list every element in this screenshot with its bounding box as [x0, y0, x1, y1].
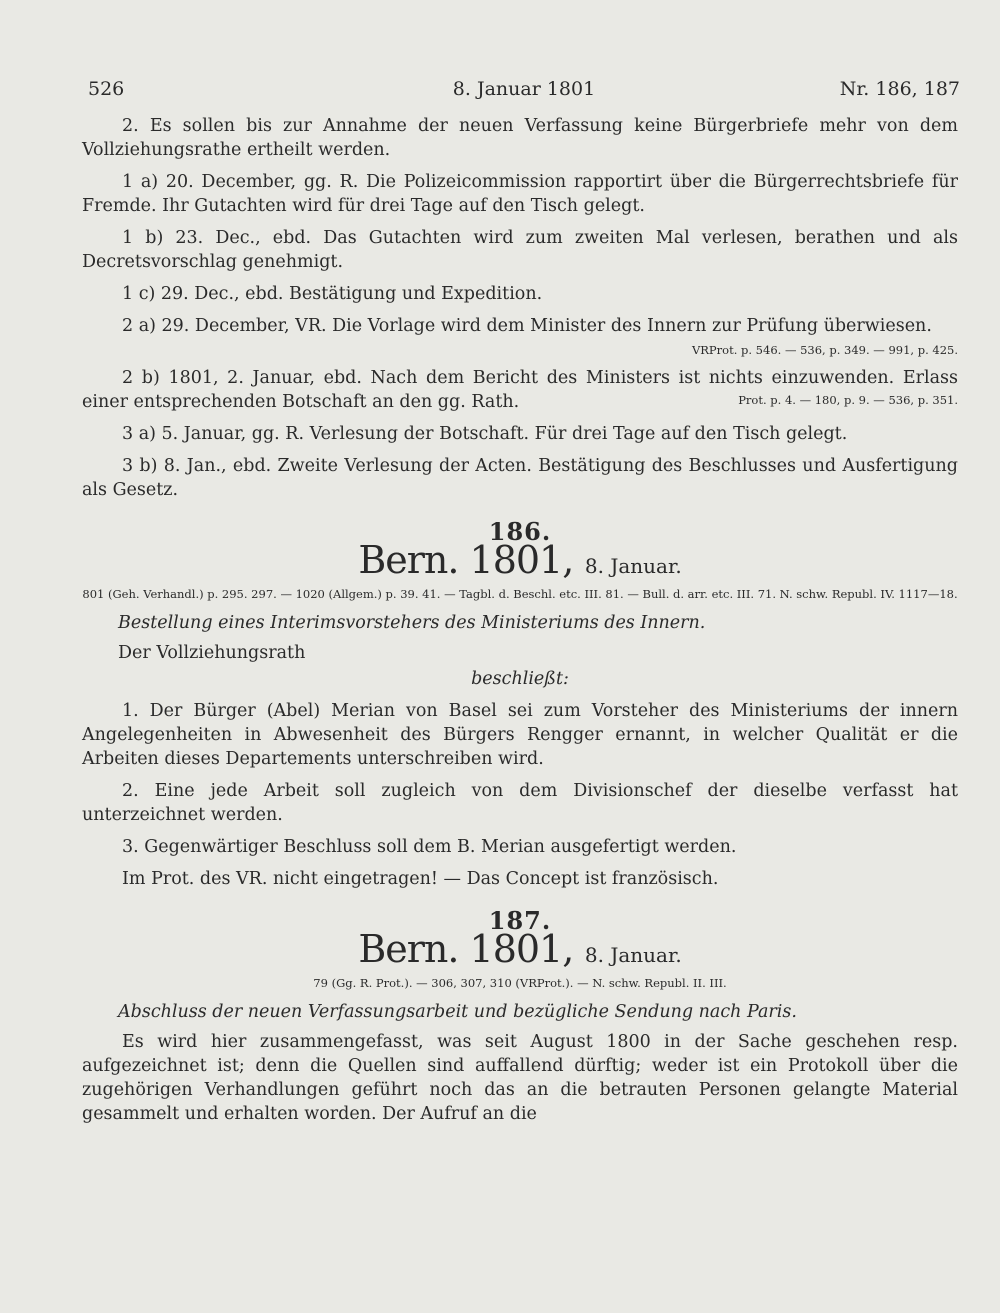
citation-1: VRProt. p. 546. — 536, p. 349. — 991, p. 425. [691, 343, 958, 357]
document-number-186: 186. [488, 517, 552, 546]
doc186-subject: Bestellung eines Interimsvorstehers des Ministeriums des Innern. [118, 613, 706, 633]
intro-paragraph-5: 2 a) 29. December, VR. Die Vorlage wird dem Minister des Innern zur Prüfung überwiesen. [122, 316, 932, 336]
doc187-heading [82, 927, 958, 971]
doc187-place-year: Bern. 1801, [358, 927, 574, 971]
doc186-heading [82, 538, 958, 582]
document-number-187: 187. [488, 906, 552, 935]
intro-paragraph-8: 3 b) 8. Jan., ebd. Zweite Verlesung der Acten. Bestätigung des Beschlusses und Ausfertigung als Gesetz. [82, 456, 958, 500]
doc186-note: Im Prot. des VR. nicht eingetragen! — Das Concept ist französisch. [122, 869, 719, 889]
intro-paragraph-2: 1 a) 20. December, gg. R. Die Polizeicommission rapportirt über die Bürgerrechtsbriefe für Fremde. Ihr Gutachten wird für drei Tage auf den Tisch gelegt. [82, 172, 958, 216]
page-number: 526 [88, 78, 125, 100]
page-body [82, 114, 958, 1134]
intro-paragraph-4: 1 c) 29. Dec., ebd. Bestätigung und Expedition. [122, 284, 543, 304]
doc186-actor: Der Vollziehungsrath [118, 643, 306, 663]
intro-paragraph-6-text: 2 b) 1801, 2. Januar, ebd. Nach dem Bericht des Ministers ist nichts einzuwenden. Erlass einer entsprechenden Botschaft an den gg. Rath. [82, 368, 958, 412]
intro-paragraph-6 [82, 366, 958, 414]
header-document-numbers: Nr. 186, 187 [839, 78, 960, 100]
doc187-sources: 79 (Gg. R. Prot.). — 306, 307, 310 (VRProt.). — N. schw. Republ. II. III. [313, 976, 727, 990]
doc187-body: Es wird hier zusammengefasst, was seit August 1800 in der Sache geschehen resp. aufgezeichnet ist; denn die Quellen sind auffallend dürftig; weder ist ein Protokoll über die zugehörigen Verhandlungen geführt noch das an die betrauten Personen gelangte Material gesammelt und erhalten worden. Der Aufruf an die [82, 1032, 958, 1124]
intro-paragraph-1: 2. Es sollen bis zur Annahme der neuen Verfassung keine Bürgerbriefe mehr von dem Vollziehungsrathe ertheilt werden. [82, 116, 958, 160]
doc186-item-2: 2. Eine jede Arbeit soll zugleich von dem Divisionschef der dieselbe verfasst hat unterzeichnet werden. [82, 781, 958, 825]
intro-paragraph-3: 1 b) 23. Dec., ebd. Das Gutachten wird zum zweiten Mal verlesen, berathen und als Decretsvorschlag genehmigt. [82, 228, 958, 272]
doc186-place-year: Bern. 1801, [358, 538, 574, 582]
doc187-subject: Abschluss der neuen Verfassungsarbeit und bezügliche Sendung nach Paris. [118, 1002, 797, 1022]
intro-paragraph-7: 3 a) 5. Januar, gg. R. Verlesung der Botschaft. Für drei Tage auf den Tisch gelegt. [122, 424, 848, 444]
doc187-date: 8. Januar. [584, 943, 682, 967]
header-date: 8. Januar 1801 [452, 78, 596, 100]
doc186-resolves: beschließt: [471, 669, 569, 689]
page-header [88, 78, 960, 106]
doc186-item-1: 1. Der Bürger (Abel) Merian von Basel sei zum Vorsteher des Ministeriums der innern Angelegenheiten in Abwesenheit des Bürgers Rengger ernannt, in welcher Qualität er die Arbeiten dieses Departements unterschreiben wird. [82, 701, 958, 769]
citation-2: Prot. p. 4. — 180, p. 9. — 536, p. 351. [738, 393, 958, 407]
doc186-sources: 801 (Geh. Verhandl.) p. 295. 297. — 1020 (Allgem.) p. 39. 41. — Tagbl. d. Beschl. etc. III. 81. — Bull. d. arr. etc. III. 71. N. schw. Republ. IV. 1117—18. [82, 587, 958, 601]
doc186-item-3: 3. Gegenwärtiger Beschluss soll dem B. Merian ausgefertigt werden. [122, 837, 737, 857]
doc186-date: 8. Januar. [584, 554, 682, 578]
